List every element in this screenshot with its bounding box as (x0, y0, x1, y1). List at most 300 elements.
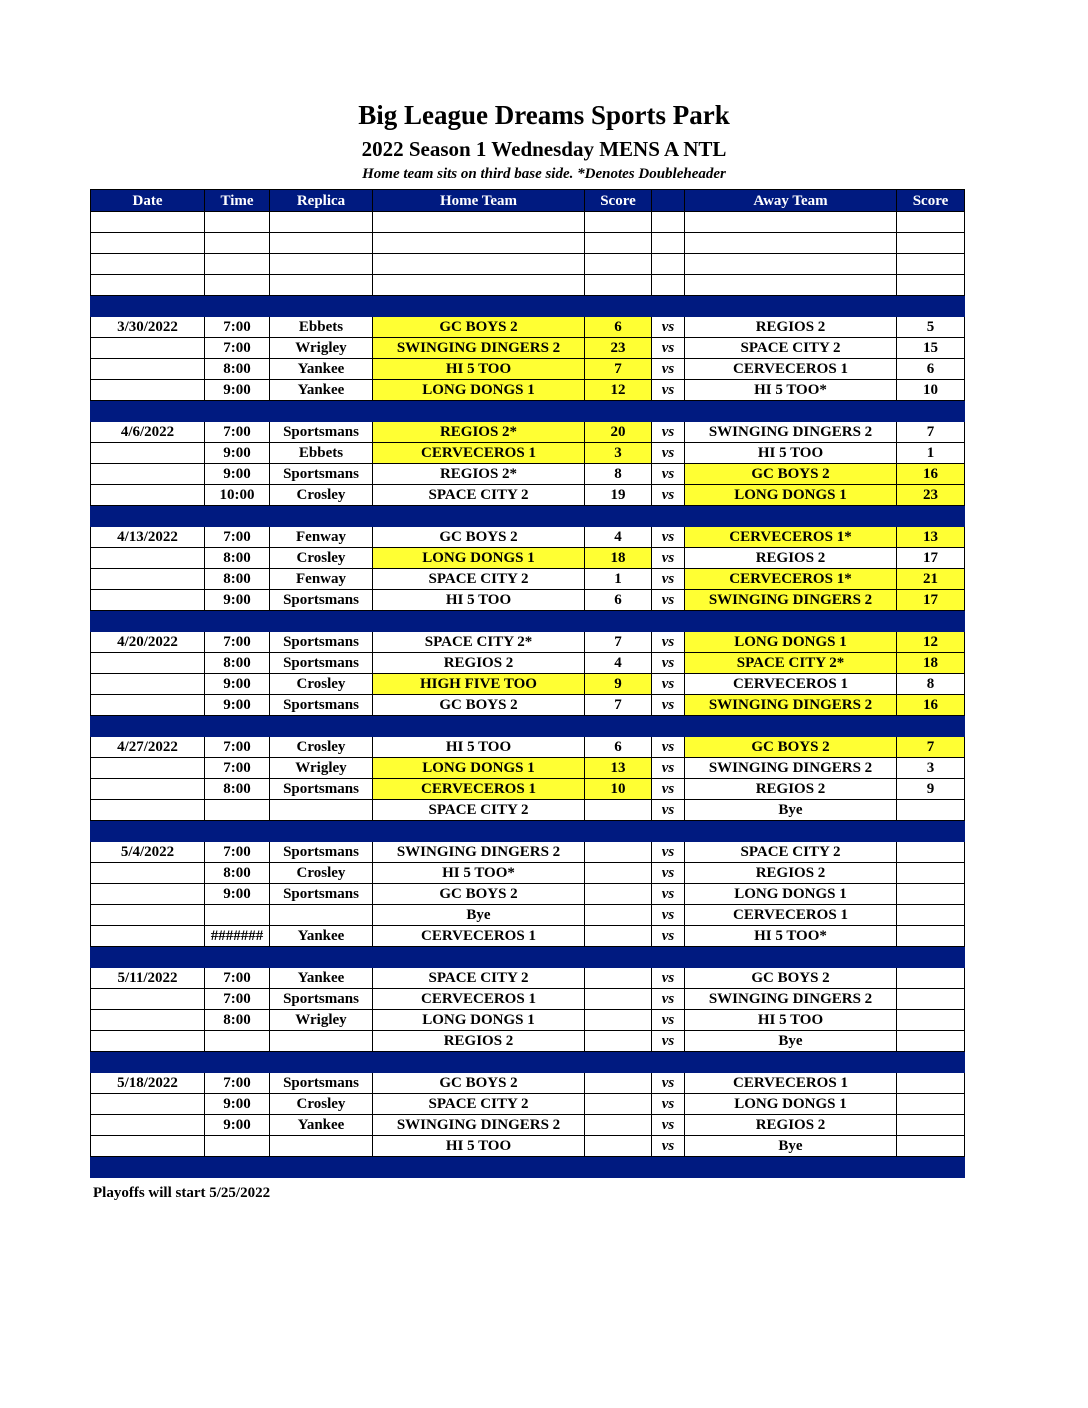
away-team-cell: HI 5 TOO (685, 443, 897, 464)
away-team-cell: REGIOS 2 (685, 863, 897, 884)
replica-cell: Sportsmans (270, 632, 373, 653)
blank-cell (373, 212, 585, 233)
separator-cell (205, 401, 270, 422)
home-score-cell (585, 1073, 652, 1094)
separator-cell (205, 611, 270, 632)
home-team-cell: LONG DONGS 1 (373, 758, 585, 779)
vs-cell: vs (652, 968, 685, 989)
game-row (91, 359, 965, 380)
home-team-cell: SPACE CITY 2* (373, 632, 585, 653)
replica-cell: Fenway (270, 527, 373, 548)
game-row (91, 527, 965, 548)
blank-cell (91, 275, 205, 296)
time-cell: 9:00 (205, 380, 270, 401)
replica-cell: Yankee (270, 968, 373, 989)
separator-cell (91, 611, 205, 632)
separator-cell (897, 1052, 965, 1073)
replica-cell: Wrigley (270, 338, 373, 359)
time-cell: 8:00 (205, 779, 270, 800)
blank-cell (585, 212, 652, 233)
separator-cell (652, 821, 685, 842)
separator-cell (270, 611, 373, 632)
week-separator-row (91, 947, 965, 968)
blank-cell (897, 254, 965, 275)
away-team-cell: GC BOYS 2 (685, 737, 897, 758)
time-cell: 9:00 (205, 1094, 270, 1115)
away-team-cell: CERVECEROS 1 (685, 1073, 897, 1094)
blank-cell (205, 254, 270, 275)
home-score-cell (585, 1094, 652, 1115)
separator-cell (91, 716, 205, 737)
vs-cell: vs (652, 443, 685, 464)
game-row (91, 800, 965, 821)
home-team-cell: SWINGING DINGERS 2 (373, 842, 585, 863)
away-team-cell: SWINGING DINGERS 2 (685, 422, 897, 443)
vs-cell: vs (652, 884, 685, 905)
separator-cell (585, 611, 652, 632)
replica-cell: Wrigley (270, 1010, 373, 1031)
game-row (91, 989, 965, 1010)
date-cell: 5/18/2022 (91, 1073, 205, 1094)
home-score-cell: 18 (585, 548, 652, 569)
date-cell (91, 989, 205, 1010)
col-header-home-score: Score (585, 190, 652, 212)
time-cell: 7:00 (205, 527, 270, 548)
separator-cell (685, 821, 897, 842)
separator-cell (897, 506, 965, 527)
home-score-cell: 9 (585, 674, 652, 695)
separator-cell (685, 506, 897, 527)
away-score-cell (897, 1031, 965, 1052)
separator-cell (373, 947, 585, 968)
blank-cell (685, 275, 897, 296)
away-score-cell: 6 (897, 359, 965, 380)
blank-cell (270, 212, 373, 233)
separator-cell (652, 1157, 685, 1178)
separator-cell (270, 716, 373, 737)
home-team-cell: HI 5 TOO (373, 359, 585, 380)
separator-cell (91, 401, 205, 422)
home-score-cell (585, 1136, 652, 1157)
away-team-cell: CERVECEROS 1 (685, 905, 897, 926)
vs-cell: vs (652, 338, 685, 359)
separator-cell (652, 401, 685, 422)
date-cell: 5/4/2022 (91, 842, 205, 863)
game-row (91, 926, 965, 947)
vs-cell: vs (652, 548, 685, 569)
time-cell: 8:00 (205, 863, 270, 884)
vs-cell: vs (652, 359, 685, 380)
home-team-cell: SWINGING DINGERS 2 (373, 1115, 585, 1136)
home-team-cell: GC BOYS 2 (373, 317, 585, 338)
away-score-cell: 17 (897, 590, 965, 611)
vs-cell: vs (652, 527, 685, 548)
vs-cell: vs (652, 380, 685, 401)
home-score-cell: 8 (585, 464, 652, 485)
date-cell (91, 653, 205, 674)
separator-cell (897, 611, 965, 632)
away-score-cell (897, 968, 965, 989)
date-cell (91, 338, 205, 359)
home-score-cell (585, 884, 652, 905)
vs-cell: vs (652, 1073, 685, 1094)
date-cell (91, 464, 205, 485)
away-team-cell: SPACE CITY 2 (685, 338, 897, 359)
game-row (91, 1094, 965, 1115)
separator-cell (205, 296, 270, 317)
home-score-cell: 10 (585, 779, 652, 800)
away-score-cell: 3 (897, 758, 965, 779)
replica-cell: Crosley (270, 674, 373, 695)
week-separator-row (91, 506, 965, 527)
date-cell: 4/27/2022 (91, 737, 205, 758)
blank-cell (652, 254, 685, 275)
replica-cell: Fenway (270, 569, 373, 590)
separator-cell (685, 1052, 897, 1073)
separator-cell (585, 947, 652, 968)
home-score-cell: 3 (585, 443, 652, 464)
away-score-cell (897, 1073, 965, 1094)
col-header-replica: Replica (270, 190, 373, 212)
separator-cell (91, 506, 205, 527)
away-score-cell: 7 (897, 737, 965, 758)
away-score-cell: 18 (897, 653, 965, 674)
date-cell (91, 1115, 205, 1136)
game-row (91, 464, 965, 485)
time-cell: ####### (205, 926, 270, 947)
home-score-cell (585, 1031, 652, 1052)
home-team-cell: GC BOYS 2 (373, 527, 585, 548)
separator-cell (685, 611, 897, 632)
time-cell: 7:00 (205, 842, 270, 863)
home-team-cell: LONG DONGS 1 (373, 380, 585, 401)
home-team-cell: REGIOS 2 (373, 1031, 585, 1052)
blank-cell (205, 233, 270, 254)
home-score-cell: 12 (585, 380, 652, 401)
vs-cell: vs (652, 1031, 685, 1052)
separator-cell (685, 716, 897, 737)
game-row (91, 1031, 965, 1052)
vs-cell: vs (652, 1136, 685, 1157)
date-cell (91, 758, 205, 779)
game-row (91, 842, 965, 863)
replica-cell: Sportsmans (270, 653, 373, 674)
game-row (91, 653, 965, 674)
game-row (91, 884, 965, 905)
separator-cell (270, 506, 373, 527)
replica-cell: Sportsmans (270, 422, 373, 443)
home-score-cell (585, 989, 652, 1010)
separator-cell (585, 1052, 652, 1073)
home-team-cell: REGIOS 2 (373, 653, 585, 674)
away-team-cell: SPACE CITY 2* (685, 653, 897, 674)
date-cell (91, 590, 205, 611)
blank-cell (585, 275, 652, 296)
blank-cell (585, 233, 652, 254)
date-cell (91, 863, 205, 884)
replica-cell: Crosley (270, 485, 373, 506)
home-team-cell: CERVECEROS 1 (373, 779, 585, 800)
away-score-cell: 23 (897, 485, 965, 506)
time-cell: 8:00 (205, 569, 270, 590)
away-score-cell: 12 (897, 632, 965, 653)
time-cell: 9:00 (205, 464, 270, 485)
away-score-cell: 7 (897, 422, 965, 443)
time-cell (205, 905, 270, 926)
separator-cell (897, 1157, 965, 1178)
vs-cell: vs (652, 779, 685, 800)
col-header-away-score: Score (897, 190, 965, 212)
date-cell: 4/20/2022 (91, 632, 205, 653)
away-score-cell (897, 1010, 965, 1031)
home-team-cell: HI 5 TOO (373, 737, 585, 758)
separator-cell (91, 296, 205, 317)
replica-cell (270, 1136, 373, 1157)
blank-cell (91, 212, 205, 233)
away-team-cell: HI 5 TOO* (685, 380, 897, 401)
away-team-cell: SPACE CITY 2 (685, 842, 897, 863)
away-score-cell: 15 (897, 338, 965, 359)
time-cell: 7:00 (205, 317, 270, 338)
home-score-cell: 6 (585, 590, 652, 611)
away-score-cell (897, 884, 965, 905)
separator-cell (897, 401, 965, 422)
separator-cell (897, 947, 965, 968)
week-separator-row (91, 296, 965, 317)
home-team-cell: CERVECEROS 1 (373, 926, 585, 947)
blank-cell (652, 233, 685, 254)
date-cell (91, 884, 205, 905)
game-row (91, 968, 965, 989)
separator-cell (373, 296, 585, 317)
away-team-cell: Bye (685, 1031, 897, 1052)
blank-cell (373, 275, 585, 296)
blank-cell (897, 233, 965, 254)
game-row (91, 590, 965, 611)
time-cell: 7:00 (205, 422, 270, 443)
col-header-home-team: Home Team (373, 190, 585, 212)
home-team-cell: SPACE CITY 2 (373, 968, 585, 989)
separator-cell (270, 821, 373, 842)
vs-cell: vs (652, 569, 685, 590)
date-cell (91, 1136, 205, 1157)
vs-cell: vs (652, 1115, 685, 1136)
date-cell (91, 674, 205, 695)
home-team-cell: GC BOYS 2 (373, 1073, 585, 1094)
home-score-cell (585, 800, 652, 821)
date-cell (91, 380, 205, 401)
game-row (91, 422, 965, 443)
replica-cell: Sportsmans (270, 1073, 373, 1094)
schedule-table (90, 189, 965, 1178)
away-score-cell (897, 863, 965, 884)
separator-cell (685, 1157, 897, 1178)
home-team-cell: HI 5 TOO (373, 590, 585, 611)
home-team-cell: HIGH FIVE TOO (373, 674, 585, 695)
date-cell (91, 569, 205, 590)
separator-cell (270, 947, 373, 968)
game-row (91, 674, 965, 695)
replica-cell: Yankee (270, 926, 373, 947)
blank-row (91, 275, 965, 296)
separator-cell (205, 821, 270, 842)
time-cell: 8:00 (205, 548, 270, 569)
separator-cell (373, 1052, 585, 1073)
week-separator-row (91, 716, 965, 737)
game-row (91, 758, 965, 779)
replica-cell: Sportsmans (270, 989, 373, 1010)
away-score-cell: 21 (897, 569, 965, 590)
separator-cell (897, 821, 965, 842)
game-row (91, 485, 965, 506)
away-team-cell: CERVECEROS 1 (685, 359, 897, 380)
col-header-vs (652, 190, 685, 212)
away-team-cell: CERVECEROS 1* (685, 569, 897, 590)
date-cell (91, 926, 205, 947)
vs-cell: vs (652, 590, 685, 611)
home-team-cell: REGIOS 2* (373, 422, 585, 443)
replica-cell: Crosley (270, 737, 373, 758)
home-score-cell: 6 (585, 737, 652, 758)
away-team-cell: SWINGING DINGERS 2 (685, 989, 897, 1010)
separator-cell (270, 296, 373, 317)
replica-cell (270, 1031, 373, 1052)
blank-row (91, 233, 965, 254)
blank-cell (91, 233, 205, 254)
away-score-cell (897, 905, 965, 926)
separator-cell (585, 716, 652, 737)
replica-cell: Sportsmans (270, 464, 373, 485)
away-score-cell (897, 989, 965, 1010)
vs-cell: vs (652, 653, 685, 674)
separator-cell (897, 716, 965, 737)
date-cell (91, 548, 205, 569)
time-cell: 9:00 (205, 674, 270, 695)
date-cell (91, 905, 205, 926)
away-score-cell: 16 (897, 695, 965, 716)
schedule-note: Home team sits on third base side. *Denotes Doubleheader (362, 166, 726, 182)
home-team-cell: HI 5 TOO* (373, 863, 585, 884)
home-score-cell (585, 842, 652, 863)
separator-cell (897, 296, 965, 317)
home-team-cell: REGIOS 2* (373, 464, 585, 485)
game-row (91, 443, 965, 464)
replica-cell: Ebbets (270, 443, 373, 464)
blank-cell (205, 275, 270, 296)
game-row (91, 338, 965, 359)
separator-cell (373, 506, 585, 527)
separator-cell (585, 506, 652, 527)
date-cell: 5/11/2022 (91, 968, 205, 989)
date-cell (91, 1010, 205, 1031)
away-team-cell: REGIOS 2 (685, 317, 897, 338)
away-team-cell: Bye (685, 800, 897, 821)
time-cell: 8:00 (205, 1010, 270, 1031)
home-score-cell: 4 (585, 653, 652, 674)
time-cell: 9:00 (205, 1115, 270, 1136)
separator-cell (652, 1052, 685, 1073)
game-row (91, 779, 965, 800)
away-team-cell: HI 5 TOO* (685, 926, 897, 947)
time-cell (205, 800, 270, 821)
away-team-cell: GC BOYS 2 (685, 968, 897, 989)
away-score-cell (897, 800, 965, 821)
vs-cell: vs (652, 989, 685, 1010)
home-score-cell: 23 (585, 338, 652, 359)
vs-cell: vs (652, 842, 685, 863)
date-cell (91, 443, 205, 464)
date-cell (91, 779, 205, 800)
away-team-cell: REGIOS 2 (685, 548, 897, 569)
separator-cell (91, 1052, 205, 1073)
replica-cell: Crosley (270, 1094, 373, 1115)
away-score-cell: 9 (897, 779, 965, 800)
time-cell: 8:00 (205, 653, 270, 674)
game-row (91, 380, 965, 401)
schedule-body (91, 212, 965, 1178)
away-score-cell: 1 (897, 443, 965, 464)
blank-cell (897, 275, 965, 296)
vs-cell: vs (652, 863, 685, 884)
time-cell: 9:00 (205, 443, 270, 464)
home-team-cell: SPACE CITY 2 (373, 1094, 585, 1115)
replica-cell: Yankee (270, 1115, 373, 1136)
home-score-cell: 7 (585, 632, 652, 653)
home-team-cell: CERVECEROS 1 (373, 443, 585, 464)
blank-cell (270, 233, 373, 254)
home-score-cell: 7 (585, 359, 652, 380)
away-score-cell (897, 926, 965, 947)
away-score-cell (897, 1094, 965, 1115)
home-score-cell (585, 1010, 652, 1031)
separator-cell (91, 1157, 205, 1178)
away-team-cell: LONG DONGS 1 (685, 632, 897, 653)
replica-cell: Ebbets (270, 317, 373, 338)
replica-cell (270, 905, 373, 926)
away-team-cell: CERVECEROS 1 (685, 674, 897, 695)
separator-cell (373, 1157, 585, 1178)
home-team-cell: GC BOYS 2 (373, 884, 585, 905)
game-row (91, 863, 965, 884)
blank-cell (585, 254, 652, 275)
replica-cell: Crosley (270, 548, 373, 569)
vs-cell: vs (652, 674, 685, 695)
away-team-cell: SWINGING DINGERS 2 (685, 695, 897, 716)
home-score-cell (585, 926, 652, 947)
replica-cell: Sportsmans (270, 842, 373, 863)
week-separator-row (91, 1052, 965, 1073)
away-score-cell (897, 1115, 965, 1136)
home-score-cell (585, 968, 652, 989)
time-cell: 7:00 (205, 632, 270, 653)
away-team-cell: REGIOS 2 (685, 779, 897, 800)
game-row (91, 1073, 965, 1094)
replica-cell: Sportsmans (270, 590, 373, 611)
blank-cell (685, 233, 897, 254)
home-team-cell: SPACE CITY 2 (373, 569, 585, 590)
home-team-cell: GC BOYS 2 (373, 695, 585, 716)
vs-cell: vs (652, 632, 685, 653)
separator-cell (205, 506, 270, 527)
date-cell: 3/30/2022 (91, 317, 205, 338)
time-cell: 7:00 (205, 737, 270, 758)
away-team-cell: Bye (685, 1136, 897, 1157)
vs-cell: vs (652, 695, 685, 716)
blank-cell (373, 254, 585, 275)
home-team-cell: SWINGING DINGERS 2 (373, 338, 585, 359)
week-separator-row (91, 611, 965, 632)
separator-cell (685, 401, 897, 422)
